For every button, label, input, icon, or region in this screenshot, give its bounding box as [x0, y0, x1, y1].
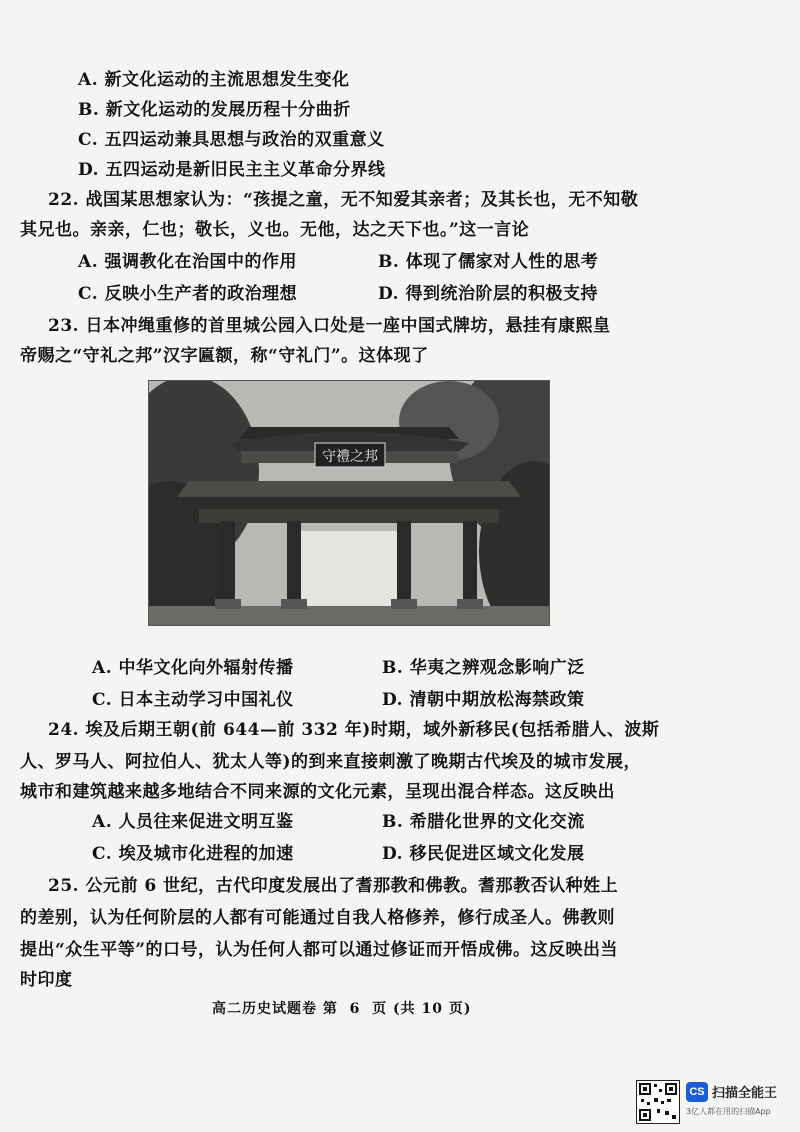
- q23-stem-line-1: 23. 日本冲绳重修的首里城公园入口处是一座中国式牌坊，悬挂有康熙皇: [48, 316, 611, 336]
- q23-option-a: A. 中华文化向外辐射传播: [92, 658, 294, 678]
- q25-stem-line-2: 的差别，认为任何阶层的人都有可能通过自我人格修养，修行成圣人。佛教则: [20, 908, 615, 928]
- qr-code-icon: [636, 1080, 680, 1124]
- q21-option-c: C. 五四运动兼具思想与政治的双重意义: [78, 130, 385, 150]
- q22-stem-line-1: 22. 战国某思想家认为：“孩提之童，无不知爱其亲者；及其长也，无不知敬: [48, 190, 639, 210]
- scanner-watermark: [636, 1080, 796, 1124]
- q23-option-b: B. 华夷之辨观念影响广泛: [382, 658, 585, 678]
- q24-option-c: C. 埃及城市化进程的加速: [92, 844, 294, 864]
- q24-option-b: B. 希腊化世界的文化交流: [382, 812, 585, 832]
- q22-option-d: D. 得到统治阶层的积极支持: [378, 284, 598, 304]
- q23-stem-line-2: 帝赐之“守礼之邦”汉字匾额，称“守礼门”。这体现了: [20, 346, 429, 366]
- q25-stem-line-1: 25. 公元前 6 世纪，古代印度发展出了耆那教和佛教。耆那教否认种姓上: [48, 876, 619, 896]
- q21-option-b: B. 新文化运动的发展历程十分曲折: [78, 100, 351, 120]
- q25-stem-line-3: 提出“众生平等”的口号，认为任何人都可以通过修证而开悟成佛。这反映出当: [20, 940, 619, 960]
- q23-option-c: C. 日本主动学习中国礼仪: [92, 690, 294, 710]
- q21-option-a: A. 新文化运动的主流思想发生变化: [78, 70, 350, 90]
- q24-option-a: A. 人员往来促进文明互鉴: [92, 812, 294, 832]
- q22-option-a: A. 强调教化在治国中的作用: [78, 252, 298, 272]
- camscanner-logo-icon: CS: [686, 1082, 708, 1102]
- q21-option-d: D. 五四运动是新旧民主主义革命分界线: [78, 160, 386, 180]
- watermark-app-name: 扫描全能王: [712, 1086, 778, 1101]
- q22-option-c: C. 反映小生产者的政治理想: [78, 284, 298, 304]
- q22-stem-line-2: 其兄也。亲亲，仁也；敬长，义也。无他，达之天下也。”这一言论: [20, 220, 530, 240]
- page-footer: 高二历史试题卷 第 6 页 (共 10 页): [212, 1001, 472, 1017]
- q24-option-d: D. 移民促进区域文化发展: [382, 844, 585, 864]
- q24-stem-line-2: 人、罗马人、阿拉伯人、犹太人等)的到来直接刺激了晚期古代埃及的城市发展，: [20, 752, 642, 772]
- q23-option-d: D. 清朝中期放松海禁政策: [382, 690, 585, 710]
- q24-stem-line-1: 24. 埃及后期王朝(前 644—前 332 年)时期，域外新移民(包括希腊人、波斯: [48, 720, 660, 740]
- q25-stem-line-4: 时印度: [20, 970, 73, 990]
- q24-stem-line-3: 城市和建筑越来越多地结合不同来源的文化元素，呈现出混合样态。这反映出: [20, 782, 615, 802]
- watermark-tagline: 3亿人都在用的扫描App: [686, 1107, 771, 1116]
- q22-option-b: B. 体现了儒家对人性的思考: [378, 252, 599, 272]
- shureimon-gate-photo: [148, 380, 550, 626]
- plaque-text: 守禮之邦: [322, 449, 378, 465]
